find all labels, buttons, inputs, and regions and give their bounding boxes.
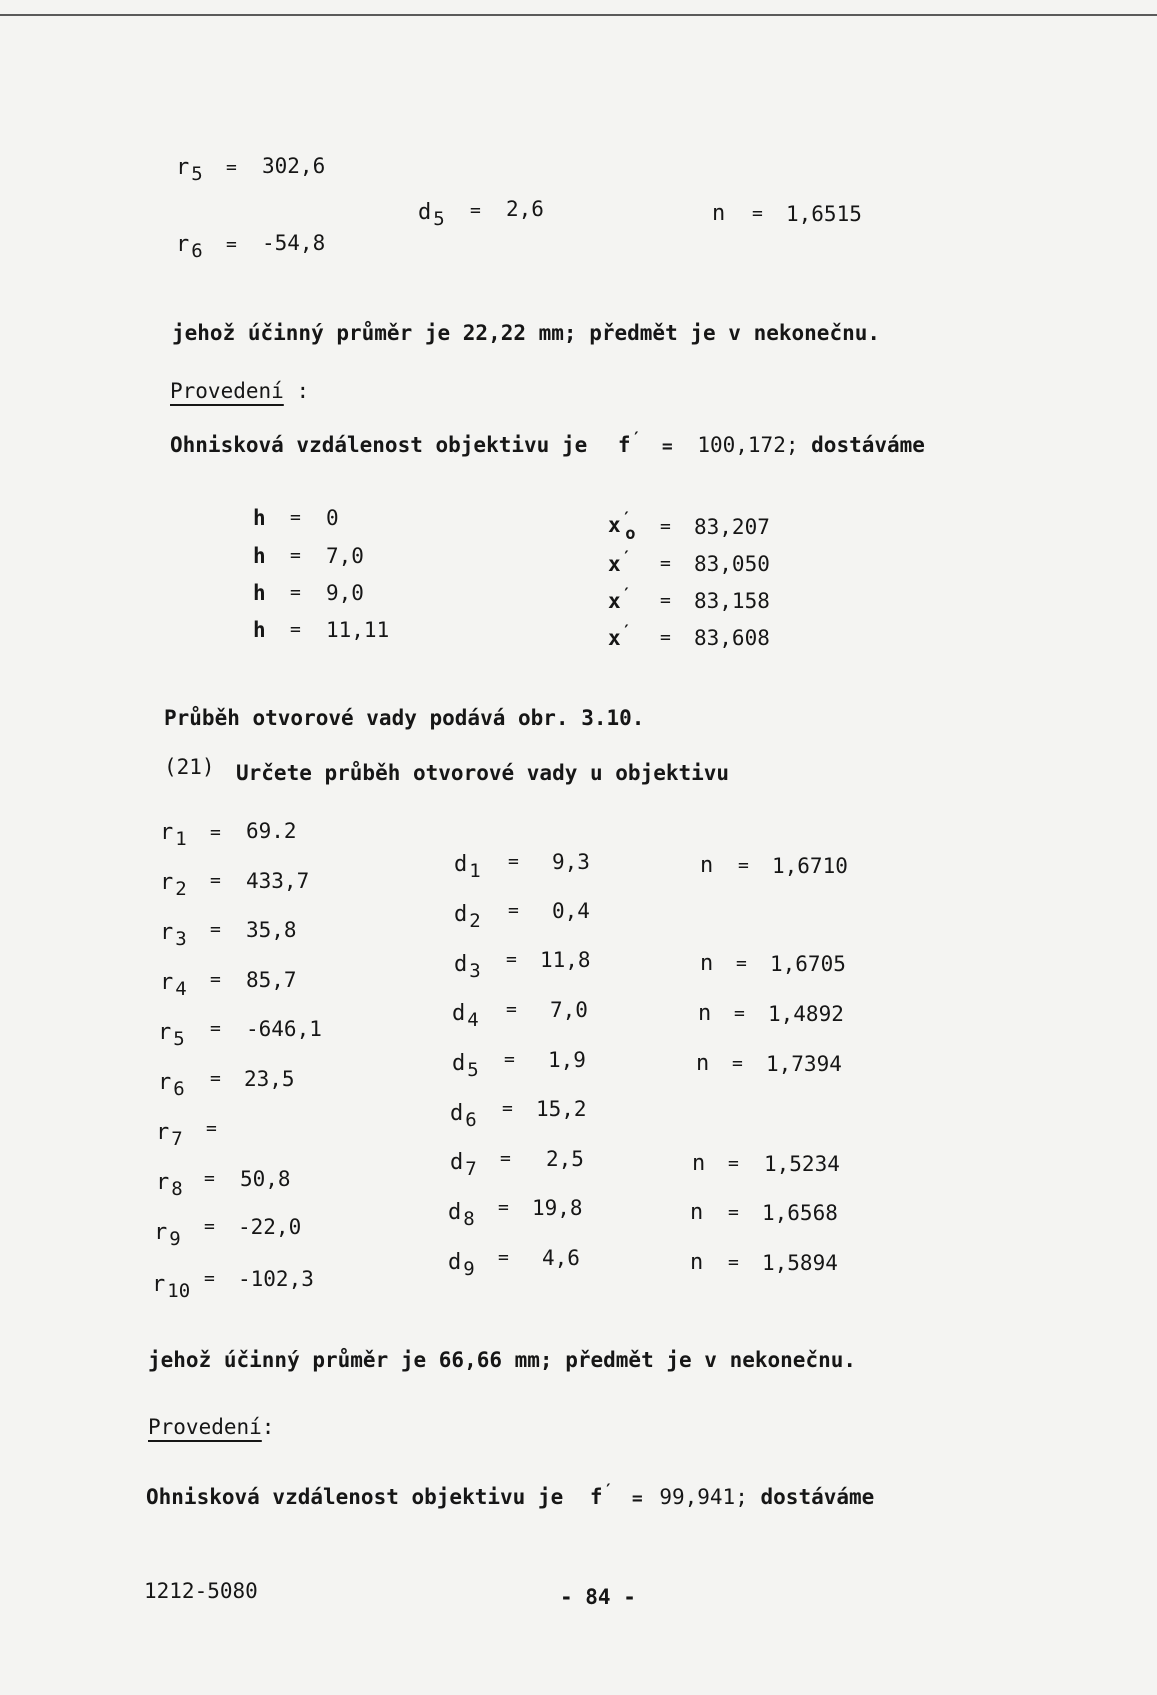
equals-sign: = (204, 1268, 215, 1289)
equals-sign: = (738, 855, 749, 876)
equals-sign: = (506, 999, 517, 1020)
d6-value: 15,2 (536, 1097, 587, 1121)
d5-label: d $_5$ (418, 200, 445, 230)
equals-sign: = (506, 949, 517, 970)
d1-value: 9,3 (552, 850, 590, 874)
equals-sign: = (728, 1153, 739, 1174)
equals-sign: = (736, 953, 747, 974)
scan-edge (0, 14, 1157, 16)
r3-label: r $_3$ (160, 920, 187, 950)
r6-label: r $_6$ (176, 232, 203, 262)
n-value: 1,6710 (772, 854, 848, 878)
h-value: 9,0 (326, 581, 364, 605)
h-value: 11,11 (326, 618, 390, 642)
page-number: - 84 - (560, 1585, 636, 1609)
r6-value: 23,5 (244, 1067, 295, 1091)
d4-value: 7,0 (550, 998, 588, 1022)
equals-sign: = (470, 200, 481, 221)
d5-label: d $_5$ (452, 1051, 479, 1081)
equals-sign: = (210, 969, 221, 990)
n-label: n (698, 1001, 712, 1026)
r5-label: r $_5$ (176, 155, 203, 185)
r8-value: 50,8 (240, 1167, 291, 1191)
r9-value: -22,0 (238, 1215, 302, 1239)
d3-label: d $_3$ (454, 952, 481, 982)
equals-sign: = (290, 582, 301, 603)
x-value: 83,158 (694, 589, 770, 613)
n-label: n (700, 853, 714, 878)
focal-line-1: Ohnisková vzdálenost objektivu je f′ = 100,172; dostáváme (170, 428, 925, 457)
equals-sign: = (498, 1247, 509, 1268)
d7-value: 2,5 (546, 1147, 584, 1171)
d7-label: d $_7$ (450, 1150, 477, 1180)
equals-sign: = (660, 627, 671, 648)
x-value: 83,608 (694, 626, 770, 650)
equals-sign: = (290, 545, 301, 566)
task-21-text: Určete průběh otvorové vady u objektivu (236, 761, 730, 785)
equals-sign: = (500, 1148, 511, 1169)
focal-line-2: Ohnisková vzdálenost objektivu je f′ = 99,941; dostáváme (146, 1480, 875, 1509)
vada-line: Průběh otvorové vady podává obr. 3.10. (164, 706, 645, 730)
equals-sign: = (204, 1168, 215, 1189)
equals-sign: = (290, 619, 301, 640)
intro-line-1: jehož účinný průměr je 22,22 mm; předmět je v nekonečnu. (172, 321, 881, 345)
equals-sign: = (498, 1197, 509, 1218)
r4-value: 85,7 (246, 968, 297, 992)
x-label: x′ (608, 621, 632, 650)
n-label: n (692, 1151, 706, 1176)
equals-sign: = (206, 1118, 217, 1139)
d9-value: 4,6 (542, 1246, 580, 1270)
d2-label: d $_2$ (454, 902, 481, 932)
d5-value: 1,9 (548, 1048, 586, 1072)
equals-sign: = (210, 1018, 221, 1039)
h-label: h (253, 544, 266, 568)
d8-label: d $_8$ (448, 1200, 475, 1230)
h-label: h (253, 581, 266, 605)
r4-label: r $_4$ (160, 970, 187, 1000)
intro-line-2: jehož účinný průměr je 66,66 mm; předmět je v nekonečnu. (148, 1348, 857, 1372)
x-value: 83,207 (694, 515, 770, 539)
equals-sign: = (734, 1003, 745, 1024)
provedeni-heading-2: Provedení: (148, 1415, 275, 1439)
d6-label: d $_6$ (450, 1101, 477, 1131)
equals-sign: = (660, 516, 671, 537)
h-value: 7,0 (326, 544, 364, 568)
equals-sign: = (508, 900, 519, 921)
equals-sign: = (210, 1068, 221, 1089)
r3-value: 35,8 (246, 918, 297, 942)
n-value: 1,6568 (762, 1201, 838, 1225)
r2-label: r $_2$ (160, 870, 187, 900)
equals-sign: = (226, 157, 237, 178)
document-code: 1212-5080 (144, 1579, 258, 1603)
task-21-number: (21) (164, 755, 215, 779)
equals-sign: = (504, 1049, 515, 1070)
equals-sign: = (210, 822, 221, 843)
r7-label: r $_7$ (156, 1120, 183, 1150)
equals-sign: = (728, 1202, 739, 1223)
x-label: $x'_o$ (608, 508, 636, 544)
r5-value: 302,6 (262, 154, 326, 178)
x-label: x′ (608, 584, 632, 613)
h-label: h (253, 506, 266, 530)
equals-sign: = (660, 590, 671, 611)
r6-label: r $_6$ (158, 1070, 185, 1100)
d8-value: 19,8 (532, 1196, 583, 1220)
r10-label: r $_{10}$ (152, 1272, 191, 1302)
r1-label: r $_1$ (160, 820, 187, 850)
r8-label: r $_8$ (156, 1170, 183, 1200)
d9-label: d $_9$ (448, 1250, 475, 1280)
equals-sign: = (204, 1216, 215, 1237)
r9-label: r $_9$ (154, 1220, 181, 1250)
equals-sign: = (660, 553, 671, 574)
equals-sign: = (508, 851, 519, 872)
equals-sign: = (728, 1252, 739, 1273)
d5-value: 2,6 (506, 197, 544, 221)
n-value: 1,4892 (768, 1002, 844, 1026)
x-value: 83,050 (694, 552, 770, 576)
equals-sign: = (226, 234, 237, 255)
equals-sign: = (210, 919, 221, 940)
equals-sign: = (210, 870, 221, 891)
d1-label: d $_1$ (454, 852, 481, 882)
n-label: n (690, 1250, 704, 1275)
provedeni-heading-1: Provedení : (170, 379, 310, 403)
n-value: 1,6705 (770, 952, 846, 976)
d4-label: d $_4$ (452, 1001, 479, 1031)
d2-value: 0,4 (552, 899, 590, 923)
x-label: x′ (608, 547, 632, 576)
n-label: n (712, 201, 726, 226)
r6-value: -54,8 (262, 231, 326, 255)
equals-sign: = (732, 1053, 743, 1074)
equals-sign: = (502, 1098, 513, 1119)
n-label: n (700, 951, 714, 976)
r5-label: r $_5$ (158, 1020, 185, 1050)
n-label: n (696, 1051, 710, 1076)
n-value: 1,5234 (764, 1152, 840, 1176)
h-label: h (253, 618, 266, 642)
n-value: 1,6515 (786, 202, 862, 226)
r1-value: 69.2 (246, 819, 297, 843)
d3-value: 11,8 (540, 948, 591, 972)
n-value: 1,7394 (766, 1052, 842, 1076)
r10-value: -102,3 (238, 1267, 314, 1291)
h-value: 0 (326, 506, 339, 530)
equals-sign: = (290, 507, 301, 528)
r5-value: -646,1 (246, 1017, 322, 1041)
n-label: n (690, 1200, 704, 1225)
n-value: 1,5894 (762, 1251, 838, 1275)
r2-value: 433,7 (246, 869, 310, 893)
equals-sign: = (752, 203, 763, 224)
